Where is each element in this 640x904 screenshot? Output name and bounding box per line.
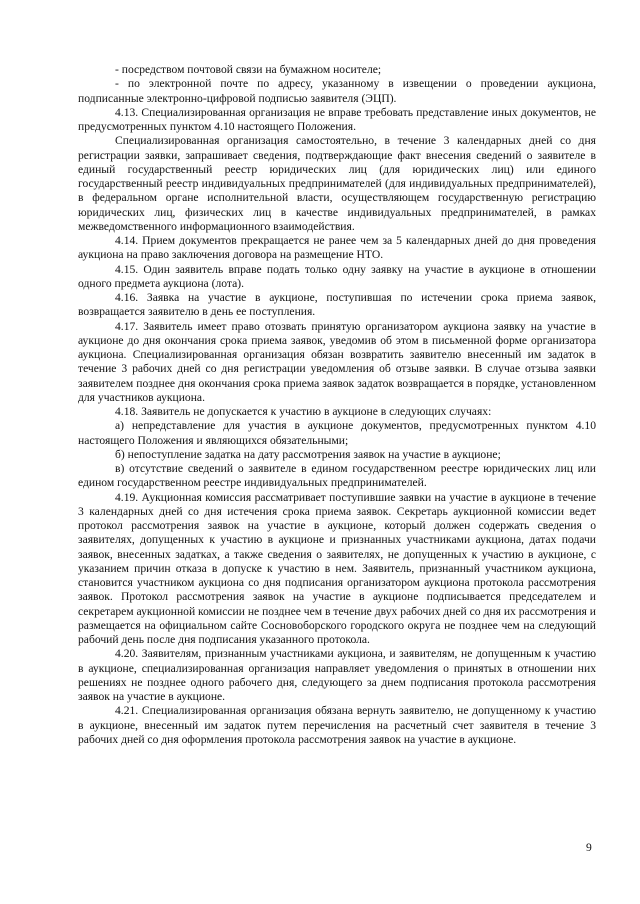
paragraph-postal: - посредством почтовой связи на бумажном носителе; (115, 63, 382, 76)
paragraph-4-17: 4.17. Заявитель имеет право отозвать принятую организатором аукциона заявку на участие в аукционе до дня окончания срока приема заявок, уведомив об этом в письменной форме организатора аукциона. Специализированная организация обязан возвратить заявителю внесенный им задаток в течение 3 рабочих дней со дня регистрации уведомления об отзыве заявки. В случае отзыва заявки заявителем позднее дня окончания срока приема заявок задаток возвращается в порядке, установленном для участников аукциона. (78, 319, 596, 404)
paragraph-4-18-b: б) непоступление задатка на дату рассмотрения заявок на участие в аукционе; (115, 447, 501, 461)
paragraph-4-13: 4.13. Специализированная организация не вправе требовать представление иных документов, не предусмотренных пунктом 4.10 настоящего Положения. (78, 105, 596, 133)
paragraph-4-18-v: в) отсутствие сведений о заявителе в едином государственном реестре юридических лиц или едином государственном реестре индивидуальных предпринимателей. (78, 462, 596, 490)
paragraph-4-20: 4.20. Заявителям, признанным участниками аукциона, и заявителям, не допущенным к участию в аукционе, специализированная организация направляет уведомления о принятых в отношении них решениях не позднее одного рабочего дня, следующего за днем подписания протокола рассмотрения заявок на участие в аукционе. (78, 647, 596, 703)
paragraph-4-15: 4.15. Один заявитель вправе подать только одну заявку на участие в аукционе в отношении одного предмета аукциона (лота). (78, 262, 596, 290)
paragraph-registry-check: Специализированная организация самостоятельно, в течение 3 календарных дней со дня регистрации заявки, запрашивает сведения, подтверждающие факт внесения сведений о заявителе в единый государственный реестр юридических лиц (для юридических лиц) или единого государственный реестр индивидуальных предпринимателей (для индивидуальных предпринимателей), в федеральном органе исполнительной власти, осуществляющем государственную регистрацию юридических лиц, физических лиц в качестве индивидуальных предпринимателей, в рамках межведомственного информационного взаимодействия. (78, 134, 596, 233)
paragraph-4-14: 4.14. Прием документов прекращается не ранее чем за 5 календарных дней до дня проведения аукциона на право заключения договора на размещение НТО. (78, 234, 596, 262)
paragraph-4-18-a: а) непредставление для участия в аукционе документов, предусмотренных пунктом 4.10 настоящего Положения и являющихся обязательными; (78, 419, 596, 447)
paragraph-email: - по электронной почте по адресу, указанному в извещении о проведении аукциона, подписанные электронно-цифровой подписью заявителя (ЭЦП). (78, 77, 596, 105)
page-number: 9 (586, 841, 592, 854)
paragraph-4-19: 4.19. Аукционная комиссия рассматривает поступившие заявки на участие в аукционе в течение 3 календарных дней со дня истечения срока приема заявок. Секретарь аукционной комиссии ведет протокол рассмотрения заявок на участие в аукционе, который должен содержать сведения о заявителях, допущенных к участию в аукционе и признанных участниками аукциона, датах подачи заявок, внесенных задатках, а также сведения о заявителях, не допущенных к участию в аукционе, с указанием причин отказа в допуске к участию в нем. Заявитель, признанный участником аукциона, становится участником аукциона со дня подписания организатором аукциона протокола рассмотрения заявок. Протокол рассмотрения заявок на участие в аукционе подписывается председателем и секретарем аукционной комиссии не позднее чем в течение двух рабочих дней со дня их рассмотрения и размещается на официальном сайте Сосновоборского городского округа не позднее чем на следующий рабочий день после дня подписания указанного протокола. (78, 490, 596, 646)
paragraph-4-16: 4.16. Заявка на участие в аукционе, поступившая по истечении срока приема заявок, возвращается заявителю в день ее поступления. (78, 291, 596, 319)
document-body (78, 63, 596, 747)
paragraph-4-18: 4.18. Заявитель не допускается к участию в аукционе в следующих случаях: (115, 405, 492, 418)
paragraph-4-21: 4.21. Специализированная организация обязана вернуть заявителю, не допущенному к участию в аукционе, внесенный им задаток путем перечисления на расчетный счет заявителя в течение 3 рабочих дней со дня оформления протокола рассмотрения заявок на участие в аукционе. (78, 704, 596, 746)
